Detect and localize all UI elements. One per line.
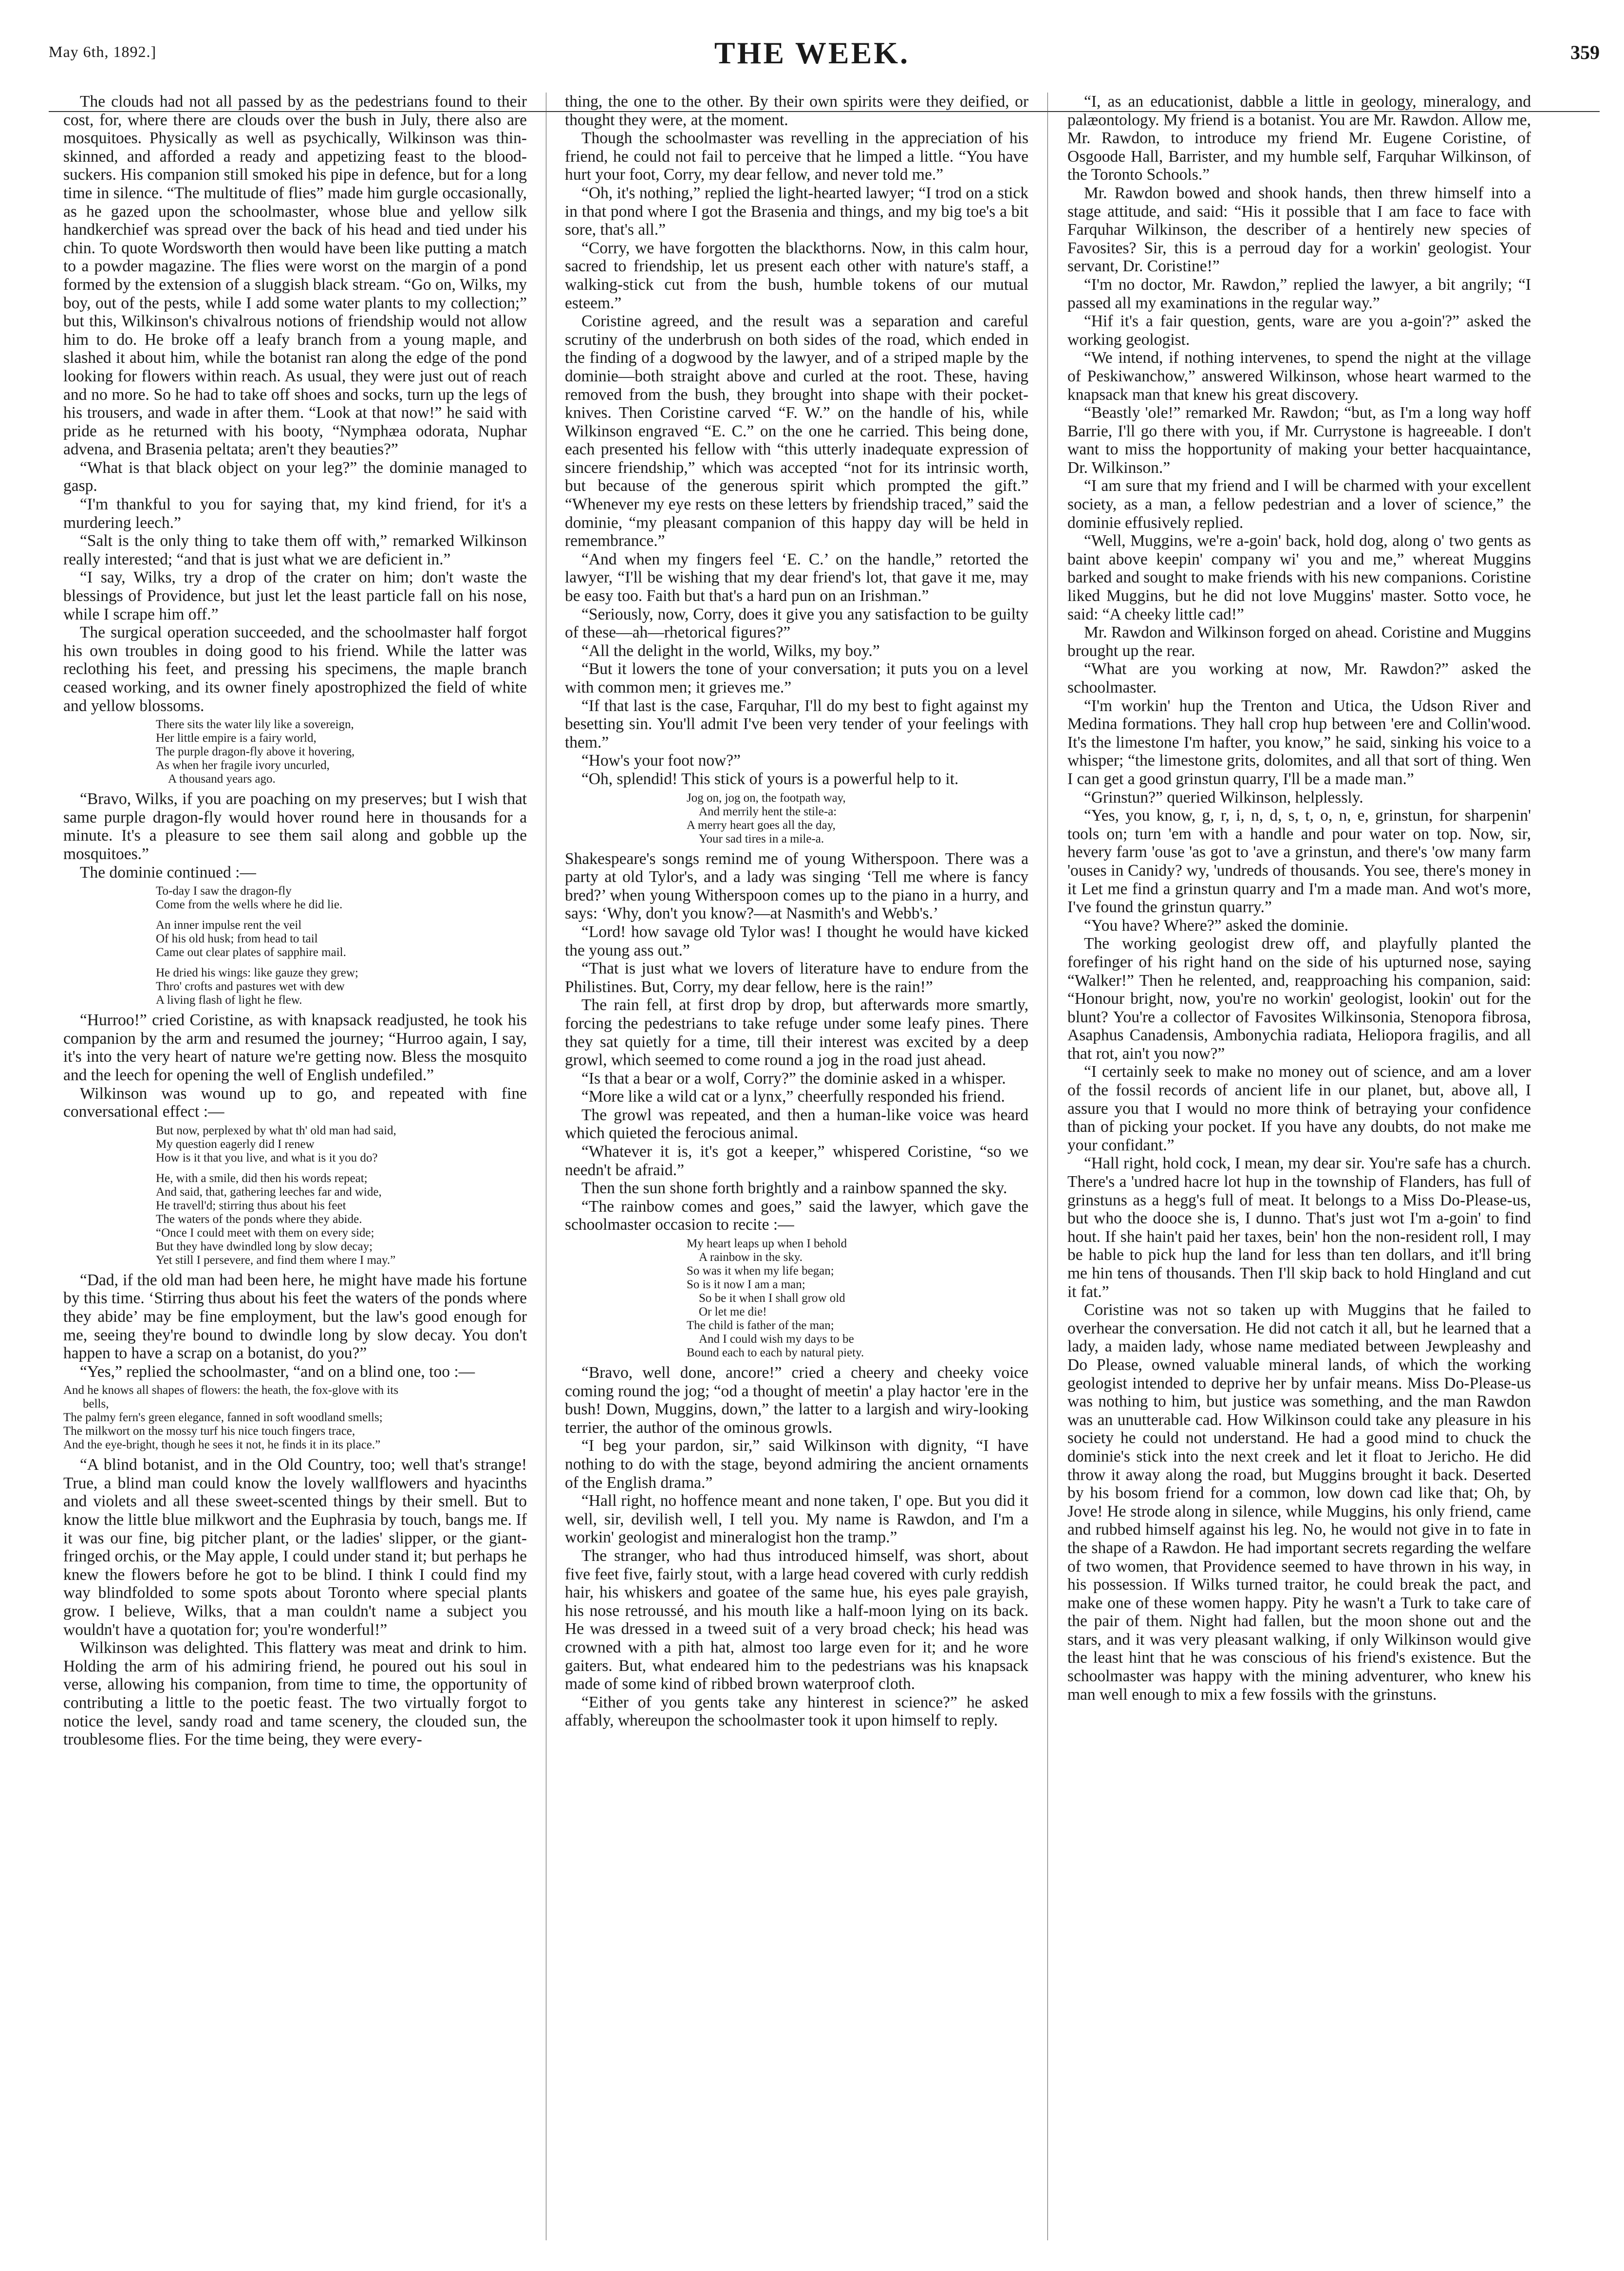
paragraph: “You have? Where?” asked the dominie.	[1084, 916, 1348, 935]
paragraph: “We intend, if nothing intervenes, to spend the night at the village of Peskiwanchow,” answered Wilkinson, whose heart warmed to the knapsack man that knew his great discovery.	[1067, 349, 1531, 404]
verse-line: And merrily hent the stile-a:	[699, 805, 837, 818]
paragraph: “Bravo, Wilks, if you are poaching on my preserves; but I wish that same purple dragon-fly would hover round here in thousands for a minute. It's a pleasure to see them sail along and gobble up the mosquitoes.”	[63, 790, 527, 863]
paragraph: “That is just what we lovers of literature have to endure from the Philistines. But, Corry, my dear fellow, here is the rain!”	[565, 959, 1028, 996]
page-header	[0, 38, 1624, 77]
masthead-title: THE WEEK.	[714, 36, 910, 70]
paragraph: “I certainly seek to make no money out of science, and am a lover of the fossil records of ancient life in our planet, but, above all, I assure you that I would no more think of betraying your confidence than of picking your pocket. If you have any doubts, do not make me your confidant.”	[1067, 1063, 1531, 1154]
paragraph: “I, as an educationist, dabble a little in geology, mineralogy, and palæontology. My friend is a botanist. You are Mr. Rawdon. Allow me, Mr. Rawdon, to introduce my friend Mr. Eugene Coristine, of Osgoode Hall, Barrister, and my humble self, Farquhar Wilkinson, of the Toronto Schools.”	[1067, 93, 1531, 184]
verse-line: How is it that you live, and what is it you do?	[156, 1151, 378, 1164]
verse-line: And he knows all shapes of flowers: the heath, the fox-glove with its	[63, 1384, 399, 1397]
paragraph: “Bravo, well done, ancore!” cried a cheery and cheeky voice coming round the jog; “od a thought of meetin' a play hactor 'ere in the bush! Down, Muggins, down,” the latter to a largish and wiry-looking terrier, the author of the ominous growls.	[565, 1364, 1028, 1437]
verse-line: A rainbow in the sky.	[699, 1251, 803, 1264]
paragraph: Mr. Rawdon and Wilkinson forged on ahead. Coristine and Muggins brought up the rear.	[1067, 623, 1531, 660]
verse-line: Or let me die!	[699, 1305, 767, 1319]
verse-line: He, with a smile, did then his words repeat;	[156, 1171, 368, 1185]
paragraph: “Hurroo!” cried Coristine, as with knapsack readjusted, he took his companion by the arm and resumed the journey; “Hurroo again, I say, it's into the very heart of nature we're getting now. Bless the mosquito and the leech for opening the well of English undefiled.”	[63, 1011, 527, 1084]
paragraph: The growl was repeated, and then a human-like voice was heard which quieted the ferocious animal.	[565, 1106, 1028, 1143]
paragraph: “How's your foot now?”	[581, 751, 741, 770]
verse-quotation	[565, 791, 1028, 846]
verse-line: Your sad tires in a mile-a.	[699, 832, 824, 845]
paragraph: Coristine agreed, and the result was a separation and careful scrutiny of the underbrush on both sides of the road, which ended in the finding of a dogwood by the lawyer, and of a striped maple by the dominie—both straight above and curled at the root. These, having removed from the bush, they brought into shape with their pocket-knives. Then Coristine carved “F. W.” on the handle of his, while Wilkinson engraved “E. C.” on the one he carried. This being done, each presented his fellow with “this utterly inadequate expression of sincere friendship,” which was accepted “not for its intrinsic worth, but because of the generous spirit which prompted the gift.” “Whenever my eye rests on these letters by friendship traced,” said the dominie, “my pleasant companion of this happy day will be held in remembrance.”	[565, 312, 1028, 550]
paragraph: The working geologist drew off, and playfully planted the forefinger of his right hand on the side of his upturned nose, saying “Walker!” Then he relented, and, reapproaching his companion, said: “Honour bright, now, you're no workin' geologist, lookin' out for the blunt? You're a collector of Favosites Wilkinsonia, Stenopora fibrosa, Asaphus Canadensis, Ambonychia radiata, Heliopora fragilis, and all that rot, ain't you now?”	[1067, 935, 1531, 1063]
verse-line: Of his old husk; from head to tail	[156, 932, 318, 946]
verse-line: But they have dwindled long by slow decay;	[156, 1239, 373, 1253]
paragraph: “Whatever it is, it's got a keeper,” whispered Coristine, “so we needn't be afraid.”	[565, 1143, 1028, 1179]
verse-quotation	[565, 1237, 1028, 1360]
paragraph: “More like a wild cat or a lynx,” cheerfully responded his friend.	[581, 1088, 1005, 1106]
verse-line: But now, perplexed by what th' old man had said,	[156, 1124, 396, 1137]
verse-line: So was it when my life began;	[687, 1264, 834, 1278]
verse-line: Come from the wells where he did lie.	[156, 898, 343, 912]
paragraph: “Is that a bear or a wolf, Corry?” the dominie asked in a whisper.	[581, 1069, 1006, 1088]
verse-line: He dried his wings: like gauze they grew;	[156, 966, 358, 980]
paragraph: “Salt is the only thing to take them off with,” remarked Wilkinson really interested; “and that is just what we are deficient in.”	[63, 532, 527, 568]
verse-line: Bound each to each by natural piety.	[687, 1346, 864, 1360]
text-column-2	[565, 93, 1028, 2250]
verse-line: There sits the water lily like a sovereign,	[156, 718, 354, 732]
paragraph: The stranger, who had thus introduced himself, was short, about five feet five, fairly stout, with a large head covered with curly reddish hair, his whiskers and goatee of the same hue, his eyes pale grayish, his nose retroussé, and his mouth like a half-moon lying on its back. He was dressed in a tweed suit of a very broad check; his head was crowned with a pith hat, almost too large even for it; and he wore gaiters. But, what endeared him to the pedestrians was his knapsack made of some kind of ribbed brown waterproof cloth.	[565, 1546, 1028, 1693]
paragraph: “What are you working at now, Mr. Rawdon?” asked the schoolmaster.	[1067, 660, 1531, 696]
verse-line: And the eye-bright, though he sees it not, he finds it in its place.”	[63, 1438, 381, 1452]
paragraph: “Hif it's a fair question, gents, ware are you a-goin'?” asked the working geologist.	[1067, 312, 1531, 349]
paragraph: “I am sure that my friend and I will be charmed with your excellent society, as a man, a fellow pedestrian and a lover of science,” the dominie effusively replied.	[1067, 477, 1531, 532]
paragraph: “Hall right, hold cock, I mean, my dear sir. You're safe has a church. There's a 'undred hacre lot hup in the township of Flanders, has full of grinstuns as a hegg's full of meat. It belongs to a Miss Do-Please-us, but who the dooce she is, I dunno. That's just wot I'm a-goin' to find hout. If she hain't paid her taxes, bein' hon the non-resident roll, I may be hable to pick hup the land for less than ten dollars, and it'll bring me hin tens of thousands. Then I'll skip back to hold Hingland and cut it fat.”	[1067, 1154, 1531, 1301]
paragraph: Wilkinson was wound up to go, and repeated with fine conversational effect :—	[63, 1084, 527, 1121]
paragraph: “Well, Muggins, we're a-goin' back, hold dog, along o' two gents as baint above keepin' company wi' you and me,” whereat Muggins barked and sought to make friends with his new companions. Coristine liked Muggins, but he did not love Muggins' master. Sotto voce, he said: “A cheeky little cad!”	[1067, 532, 1531, 623]
verse-line: The milkwort on the mossy turf his nice touch fingers trace,	[63, 1425, 355, 1438]
paragraph: Though the schoolmaster was revelling in the appreciation of his friend, he could not fail to perceive that he limped a little. “You have hurt your foot, Corry, my dear fellow, and never told me.”	[565, 129, 1028, 184]
paragraph: The clouds had not all passed by as the pedestrians found to their cost, for, where there are clouds over the bush in July, there also are mosquitoes. Physically as well as psychically, Wilkinson was thin-skinned, and afforded a ready and appetizing feast to the blood-suckers. His companion still smoked his pipe in defence, but for a long time in silence. “The multitude of flies” made him gurgle occasionally, as he gazed upon the schoolmaster, whose blue and yellow silk handkerchief was spread over the back of his head and tied under his chin. To quote Wordsworth then would have been like putting a match to a powder magazine. The flies were worst on the margin of a pond formed by the extension of a sluggish black stream. “Go on, Wilks, my boy, out of the pests, while I add some water plants to my collection;” but this, Wilkinson's chivalrous notions of friendship would not allow him to do. He broke off a leafy branch from a young maple, and slashed it about him, while the botanist ran along the edge of the pond looking for flowers within reach. As usual, they were just out of reach and no more. So he had to take off shoes and socks, turn up the legs of his trousers, and wade in after them. “Look at that now!” he said with pride as he returned with his booty, “Nymphæa odorata, Nuphar advena, and Brasenia peltata; aren't they beauties?”	[63, 93, 527, 459]
paragraph: “And when my fingers feel ‘E. C.’ on the handle,” retorted the lawyer, “I'll be wishing that my dear friend's lot, that gave it me, may be easy too. Faith but that's a hard pun on an Irishman.”	[565, 550, 1028, 605]
verse-quotation	[63, 718, 527, 786]
paragraph: “Yes, you know, g, r, i, n, d, s, t, o, n, e, grinstun, for sharpenin' tools on; turn 'em with a handle and pour water on top. Now, sir, hevery farm 'ouse 'as got to 'ave a grinstun, and there's 'ow many farm 'ouses in Canidy? wy, 'undreds of thousands. You see, there's money in it Let me find a grinstun quarry and I'm a made man. And wot's more, I've found the grinstun quarry.”	[1067, 807, 1531, 917]
verse-line: And said, that, gathering leeches far and wide,	[156, 1185, 382, 1199]
verse-line: And I could wish my days to be	[699, 1333, 854, 1346]
paragraph: “If that last is the case, Farquhar, I'll do my best to fight against my besetting sin. You'll admit I've been very tender of your feelings with them.”	[565, 696, 1028, 751]
paragraph: The surgical operation succeeded, and the schoolmaster half forgot his own troubles in doing good to his friend. While the latter was reclothing his feet, and pressing his specimens, the maple branch ceased working, and its owner finely apostrophized the field of white and yellow blossoms.	[63, 623, 527, 715]
verse-line: An inner impulse rent the veil	[156, 919, 302, 932]
verse-line: So be it when I shall grow old	[699, 1292, 845, 1305]
verse-quotation	[63, 1384, 527, 1452]
paragraph: Then the sun shone forth brightly and a rainbow spanned the sky.	[581, 1179, 1008, 1198]
paragraph: “Grinstun?” queried Wilkinson, helplessly.	[1084, 788, 1363, 807]
verse-line: Jog on, jog on, the footpath way,	[687, 791, 846, 805]
verse-line: The child is father of the man;	[687, 1319, 834, 1333]
page-number: 359	[1570, 41, 1600, 63]
verse-line: bells,	[83, 1397, 109, 1411]
paragraph: “A blind botanist, and in the Old Country, too; well that's strange! True, a blind man could know the lovely wallflowers and hyacinths and violets and all these sweet-scented things by their smell. But to know the little blue milkwort and the Euphrasia by touch, bangs me. If it was our fine, big pitcher plant, or the ladies' slipper, or the giant-fringed orchis, or the May apple, I could under stand it; but perhaps he knew the flowers before he got to be blind. I think I could find my way blindfolded to some spots about Toronto where special plants grow. I believe, Wilks, that a man couldn't name a subject you wouldn't have a quotation for; you're wonderful!”	[63, 1456, 527, 1639]
verse-line: As when her fragile ivory uncurled,	[156, 759, 330, 772]
column-divider	[1047, 93, 1048, 2240]
verse-line: The waters of the ponds where they abide.	[156, 1212, 362, 1226]
verse-line: A merry heart goes all the day,	[687, 818, 836, 832]
header-date: May 6th, 1892.]	[49, 43, 157, 60]
verse-line: Her little empire is a fairy world,	[156, 732, 317, 745]
paragraph: “Either of you gents take any hinterest in science?” he asked affably, whereupon the schoolmaster took it upon himself to reply.	[565, 1693, 1028, 1730]
paragraph: “Dad, if the old man had been here, he might have made his fortune by this time. ‘Stirring thus about his feet the waters of the ponds where they abide’ may be fine employment, but the law's good enough for me, seeing they're bound to dwindle long by slow decay. You don't happen to have a scrap on a botanist, do you?”	[63, 1271, 527, 1363]
paragraph: Coristine was not so taken up with Muggins that he failed to overhear the conversation. He did not catch it all, but he learned that a lady, a maiden lady, whose name mediated between Jewpleashy and Do Please, owned valuable mineral lands, of which the working geologist intended to deprive her by unfair means. Miss Do-Please-us was nothing to him, but justice was something, and the man Rawdon was an unutterable cad. How Wilkinson could take any pleasure in his society he could not understand. He had a good mind to chuck the dominie's stick into the next creek and let it float to Jericho. He did throw it away along the road, but Muggins brought it back. Deserted by his bosom friend for a common, low down cad like that; Oh, by Jove! He strode along in silence, while Muggins, his only friend, came and rubbed himself against his leg. No, he would not give in to fate in the shape of a Rawdon. He had important secrets regarding the welfare of two women, that Providence seemed to have thrown in his way, in his possession. If Wilks turned traitor, he could break the pact, and make one of these women happy. Pity he wasn't a Turk to take care of the pair of them. Night had fallen, but the moon shone out and the stars, and it was very pleasant walking, if only Wilkinson would give the least hint that he was conscious of his friend's existence. But the schoolmaster was happy with the mining adventurer, who knew his man well enough to mix a few fossils with the grinstuns.	[1067, 1301, 1531, 1704]
paragraph: “What is that black object on your leg?” the dominie managed to gasp.	[63, 458, 527, 495]
paragraph: “I say, Wilks, try a drop of the crater on him; don't waste the blessings of Providence, but just let the least particle fall on his nose, while I scrape him off.”	[63, 568, 527, 623]
text-column-1	[63, 93, 527, 2250]
paragraph: thing, the one to the other. By their own spirits were they deified, or thought they were, at the moment.	[565, 93, 1028, 129]
verse-line: So is it now I am a man;	[687, 1278, 805, 1292]
paragraph: “I'm workin' hup the Trenton and Utica, the Udson River and Medina formations. They hall crop hup between 'ere and Collin'wood. It's the limestone I'm hafter, you know,” he said, sinking his voice to a whisper; “the limestone grits, dolomites, and all that sort of thing. Wen I can get a good grinstun quarry, I'll be a made man.”	[1067, 696, 1531, 788]
verse-line: My question eagerly did I renew	[156, 1137, 315, 1151]
paragraph: “Lord! how savage old Tylor was! I thought he would have kicked the young ass out.”	[565, 922, 1028, 959]
paragraph: “Hall right, no hoffence meant and none taken, I' ope. But you did it well, sir, devilish well, I tell you. My name is Rawdon, and I'm a workin' geologist and mineralogist hon the tramp.”	[565, 1492, 1028, 1547]
verse-line: The purple dragon-fly above it hovering,	[156, 745, 355, 759]
verse-line: Thro' crofts and pastures wet with dew	[156, 980, 345, 994]
verse-line: Yet still I persevere, and find them where I may.”	[156, 1253, 396, 1267]
paragraph: “Corry, we have forgotten the blackthorns. Now, in this calm hour, sacred to friendship, let us present each other with nature's staff, a walking-stick cut from the bush, humble tokens of our mutual esteem.”	[565, 239, 1028, 312]
verse-line: He travell'd; stirring thus about his feet	[156, 1199, 346, 1212]
paragraph: “I'm thankful to you for saying that, my kind friend, for it's a murdering leech.”	[63, 495, 527, 532]
verse-line: To-day I saw the dragon-fly	[156, 884, 292, 898]
paragraph: Shakespeare's songs remind me of young Witherspoon. There was a party at old Tylor's, and a lady was singing ‘Tell me where is fancy bred?’ when young Witherspoon comes up to the piano in a hurry, and says: ‘Why, don't you know?—at Nasmith's and Webb's.’	[565, 849, 1028, 923]
paragraph: Mr. Rawdon bowed and shook hands, then threw himself into a stage attitude, and said: “His it possible that I am face to face with Farquhar Wilkinson, the describer of a hentirely new species of Favosites? Sir, this is a perroud day for a workin' geologist. Your servant, Dr. Coristine!”	[1067, 184, 1531, 276]
paragraph: “All the delight in the world, Wilks, my boy.”	[581, 641, 880, 660]
paragraph: “I beg your pardon, sir,” said Wilkinson with dignity, “I have nothing to do with the stage, beyond admiring the ancient ornaments of the English drama.”	[565, 1437, 1028, 1492]
paragraph: Wilkinson was delighted. This flattery was meat and drink to him. Holding the arm of his admiring friend, he poured out his soul in verse, allowing his companion, from time to time, the opportunity of contributing a little to the poetic feast. The two virtually forgot to notice the level, sandy road and tame scenery, the clouded sun, the troublesome flies. For the time being, they were every-	[63, 1639, 527, 1749]
verse-line: The palmy fern's green elegance, fanned in soft woodland smells;	[63, 1411, 383, 1425]
verse-line: Came out clear plates of sapphire mail.	[156, 946, 346, 959]
paragraph: “The rainbow comes and goes,” said the lawyer, which gave the schoolmaster occasion to recite :—	[565, 1197, 1028, 1234]
paragraph: “Yes,” replied the schoolmaster, “and on a blind one, too :—	[80, 1362, 475, 1381]
paragraph: “Seriously, now, Corry, does it give you any satisfaction to be guilty of these—ah—rhetorical figures?”	[565, 605, 1028, 642]
verse-line: My heart leaps up when I behold	[687, 1237, 847, 1251]
paragraph: The rain fell, at first drop by drop, but afterwards more smartly, forcing the pedestrians to take refuge under some leafy pines. There they sat quietly for a time, till their interest was excited by a deep growl, which seemed to come round a jog in the road just ahead.	[565, 996, 1028, 1070]
verse-quotation	[63, 1124, 527, 1267]
verse-line: A living flash of light he flew.	[156, 994, 302, 1007]
verse-quotation	[63, 884, 527, 1007]
paragraph: “I'm no doctor, Mr. Rawdon,” replied the lawyer, a bit angrily; “I passed all my examinations in the regular way.”	[1067, 275, 1531, 312]
paragraph: “But it lowers the tone of your conversation; it puts you on a level with common men; it grieves me.”	[565, 660, 1028, 696]
text-column-3	[1067, 93, 1531, 2250]
paragraph: “Oh, it's nothing,” replied the light-hearted lawyer; “I trod on a stick in that pond where I got the Brasenia and things, and my big toe's a bit sore, that's all.”	[565, 184, 1028, 239]
verse-line: “Once I could meet with them on every side;	[156, 1226, 374, 1239]
verse-line: A thousand years ago.	[168, 772, 276, 786]
paragraph: “Beastly 'ole!” remarked Mr. Rawdon; “but, as I'm a long way hoff Barrie, I'll go there with you, if Mr. Currystone is hagreeable. I don't want to miss the hopportunity of making your better hacquaintance, Dr. Wilkinson.”	[1067, 404, 1531, 477]
paragraph: The dominie continued :—	[80, 863, 256, 882]
paragraph: “Oh, splendid! This stick of yours is a powerful help to it.	[581, 770, 959, 788]
